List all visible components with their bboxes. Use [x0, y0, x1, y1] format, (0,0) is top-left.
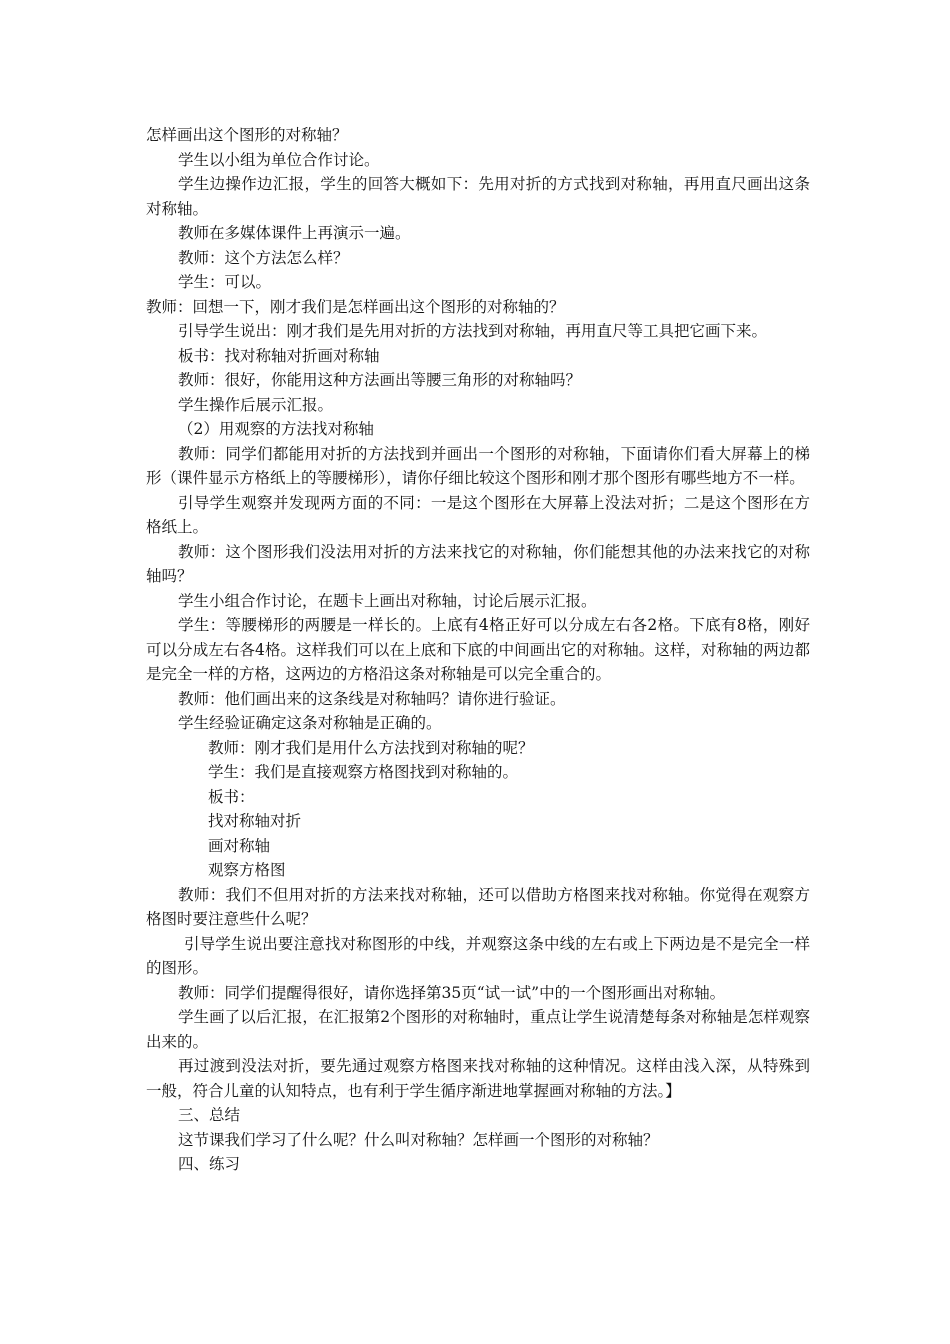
board-note-label: 板书：: [208, 787, 255, 806]
paragraph: 学生：等腰梯形的两腰是一样长的。上底有4格正好可以分成左右各2格。下底有8格，刚好可以分成左右各4格。这样我们可以在上底和下底的中间画出它的对称轴。这样，对称轴的两边都是完全一样的方格，这两边的方格沿这条对称轴是可以完全重合的。: [146, 616, 810, 683]
board-note-item: 找对称轴对折: [208, 812, 302, 830]
paragraph: 学生以小组为单位合作讨论。: [178, 150, 380, 169]
paragraph: 学生边操作边汇报，学生的回答大概如下：先用对折的方式找到对称轴，再用直尺画出这条对称轴。: [146, 175, 810, 218]
paragraph: 教师：这个方法怎么样？: [178, 248, 349, 267]
paragraph: 教师：这个图形我们没法用对折的方法来找它的对称轴，你们能想其他的办法来找它的对称轴吗？: [146, 542, 810, 585]
paragraph: 学生小组合作讨论，在题卡上画出对称轴，讨论后展示汇报。: [178, 591, 597, 610]
section-heading: 三、总结: [178, 1106, 241, 1124]
paragraph: 学生画了以后汇报，在汇报第2个图形的对称轴时，重点让学生说清楚每条对称轴是怎样观察出来的。: [146, 1008, 810, 1051]
paragraph: 学生：我们是直接观察方格图找到对称轴的。: [208, 763, 519, 781]
paragraph: 怎样画出这个图形的对称轴？: [146, 126, 348, 144]
paragraph: 教师：很好，你能用这种方法画出等腰三角形的对称轴吗？: [178, 371, 582, 389]
document-body: [146, 123, 810, 1177]
paragraph: 引导学生说出：刚才我们是先用对折的方法找到对称轴，再用直尺等工具把它画下来。: [178, 322, 768, 340]
paragraph: 引导学生观察并发现两方面的不同：一是这个图形在大屏幕上没法对折；二是这个图形在方格纸上。: [146, 493, 810, 536]
paragraph: 再过渡到没法对折，要先通过观察方格图来找对称轴的这种情况。这样由浅入深，从特殊到一般，符合儿童的认知特点，也有利于学生循序渐进地掌握画对称轴的方法。】: [146, 1057, 810, 1100]
paragraph: 板书：找对称轴对折画对称轴: [178, 346, 380, 365]
section-heading: （2）用观察的方法找对称轴: [178, 420, 374, 438]
board-note-item: 观察方格图: [208, 861, 286, 879]
paragraph: 引导学生说出要注意找对称图形的中线，并观察这条中线的左右或上下两边是不是完全一样的图形。: [146, 934, 810, 977]
paragraph: 教师：回想一下，刚才我们是怎样画出这个图形的对称轴的？: [146, 297, 565, 316]
paragraph: 教师：刚才我们是用什么方法找到对称轴的呢？: [208, 738, 534, 757]
paragraph: 教师在多媒体课件上再演示一遍。: [178, 224, 411, 242]
paragraph: 教师：他们画出来的这条线是对称轴吗？请你进行验证。: [178, 689, 566, 708]
paragraph: 教师：同学们都能用对折的方法找到并画出一个图形的对称轴，下面请你们看大屏幕上的梯形（课件显示方格纸上的等腰梯形），请你仔细比较这个图形和刚才那个图形有哪些地方不一样。: [146, 444, 810, 487]
paragraph: 这节课我们学习了什么呢？什么叫对称轴？怎样画一个图形的对称轴？: [178, 1130, 659, 1149]
paragraph: 学生：可以。: [178, 273, 272, 291]
board-note-item: 画对称轴: [208, 836, 271, 855]
paragraph: 学生操作后展示汇报。: [178, 395, 334, 414]
paragraph: 学生经验证确定这条对称轴是正确的。: [178, 714, 442, 732]
section-heading: 四、练习: [178, 1155, 241, 1173]
paragraph: 教师：同学们提醒得很好，请你选择第35页“试一试”中的一个图形画出对称轴。: [178, 983, 726, 1002]
paragraph: 教师：我们不但用对折的方法来找对称轴，还可以借助方格图来找对称轴。你觉得在观察方格图时要注意些什么呢？: [146, 885, 810, 928]
